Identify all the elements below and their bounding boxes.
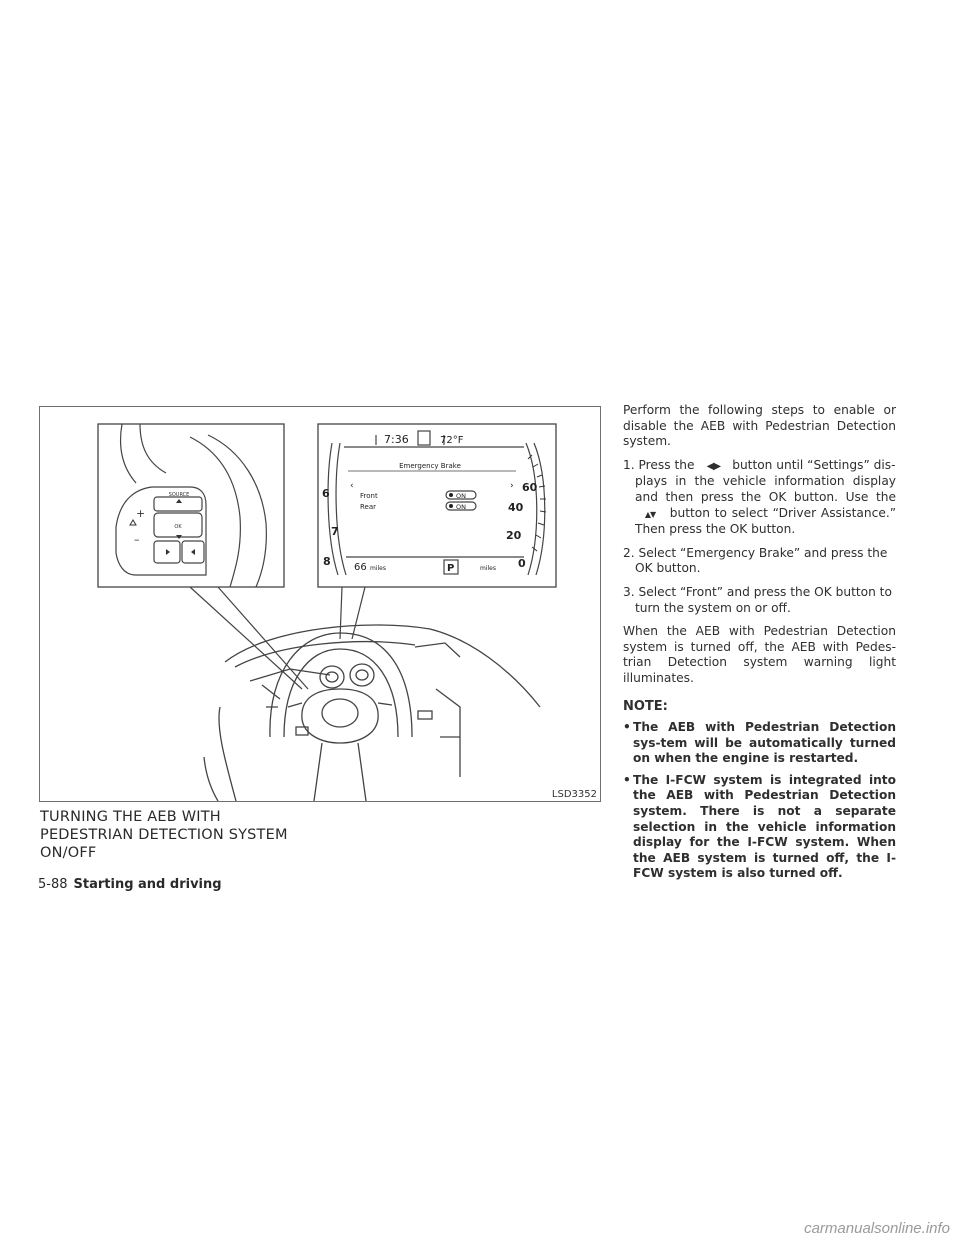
ok-label: OK: [174, 524, 182, 530]
step-1-text-c: plays in the vehicle information display and then press the OK button. Use the: [635, 474, 896, 504]
instrument-display-inset: [318, 424, 556, 587]
speed-60: 60: [522, 481, 538, 494]
distance-unit: miles: [370, 565, 386, 572]
bullet-icon: •: [623, 772, 631, 787]
step-2-lead: 2. Select “Emergency Brake” and press the: [623, 545, 888, 560]
step-1: [623, 458, 896, 538]
tach-7: 7: [331, 525, 339, 538]
page-footer: [38, 877, 222, 892]
up-down-button-icon: ▲▼: [644, 509, 656, 519]
dashboard-drawing: [204, 625, 540, 801]
menu-right-arrow-icon: ›: [510, 481, 514, 491]
tach-8: 8: [323, 555, 331, 568]
display-menu-title: Emergency Brake: [399, 462, 461, 470]
display-row-front: Front: [360, 492, 378, 500]
section-name: Starting and driving: [73, 877, 222, 892]
warning-light-paragraph: When the AEB with Pedestrian Detection system is turned off, the AEB with Pedes-trian Detection system warning light illuminates.: [623, 624, 896, 685]
note-text-1: The AEB with Pedestrian Detection sys-tem will be automatically turned on when the engine is restarted.: [633, 720, 896, 766]
volume-minus-label: –: [134, 533, 140, 546]
step-2: [623, 546, 896, 577]
page-number: 5-88: [38, 877, 68, 892]
step-2-rest: OK button.: [635, 561, 701, 576]
note-item: [623, 720, 896, 767]
step-3: [623, 585, 896, 616]
display-time: 7:36: [384, 433, 409, 446]
step-1-text-d: button to select “Driver Assistance.” Then press the OK button.: [635, 505, 897, 537]
menu-left-arrow-icon: ‹: [350, 481, 354, 491]
display-row-rear: Rear: [360, 503, 377, 511]
step-1-text-b: button until “Settings” dis-: [732, 457, 896, 472]
watermark[interactable]: carmanualsonline.info: [804, 1220, 950, 1237]
step-3-lead: 3. Select “Front” and press the OK button to: [623, 584, 892, 599]
volume-plus-label: +: [136, 507, 146, 520]
display-temp: 72°F: [440, 435, 464, 446]
note-title: NOTE:: [623, 698, 668, 714]
speed-40: 40: [508, 501, 524, 514]
heading-line-2: PEDESTRIAN DETECTION SYSTEM: [40, 827, 288, 843]
steering-wheel-illustration: [40, 407, 600, 801]
left-right-button-icon: ◀▶: [706, 460, 721, 472]
steering-switch-inset: [98, 424, 284, 587]
tach-6: 6: [322, 487, 330, 500]
heading-line-1: TURNING THE AEB WITH: [40, 809, 221, 825]
speed-20: 20: [506, 529, 522, 542]
heading-line-3: ON/OFF: [40, 845, 97, 861]
note-text-2: The I-FCW system is integrated into the AEB with Pedestrian Detection system. There is not a separate selection in the vehicle information display for the I-FCW system. When the AEB system is turned off, the I-FCW system is also turned off.: [633, 772, 896, 881]
instructions-column: [623, 403, 896, 888]
note-item: [623, 773, 896, 882]
range-unit: miles: [480, 565, 496, 572]
figure-code: LSD3352: [551, 789, 597, 800]
front-state: ON: [456, 492, 466, 500]
bullet-icon: •: [623, 720, 631, 735]
step-3-rest: turn the system on or off.: [635, 600, 791, 615]
source-label: SOURCE: [168, 492, 190, 498]
rear-state: ON: [456, 503, 466, 511]
distance-value: 66: [354, 562, 367, 573]
illustration-figure: [39, 406, 601, 802]
intro-paragraph: Perform the following steps to enable or disable the AEB with Pedestrian Detection system.: [623, 403, 896, 449]
gear-indicator: P: [447, 563, 455, 574]
speed-0: 0: [518, 557, 526, 570]
section-heading: [40, 808, 600, 862]
step-1-lead: 1. Press the: [623, 457, 695, 472]
